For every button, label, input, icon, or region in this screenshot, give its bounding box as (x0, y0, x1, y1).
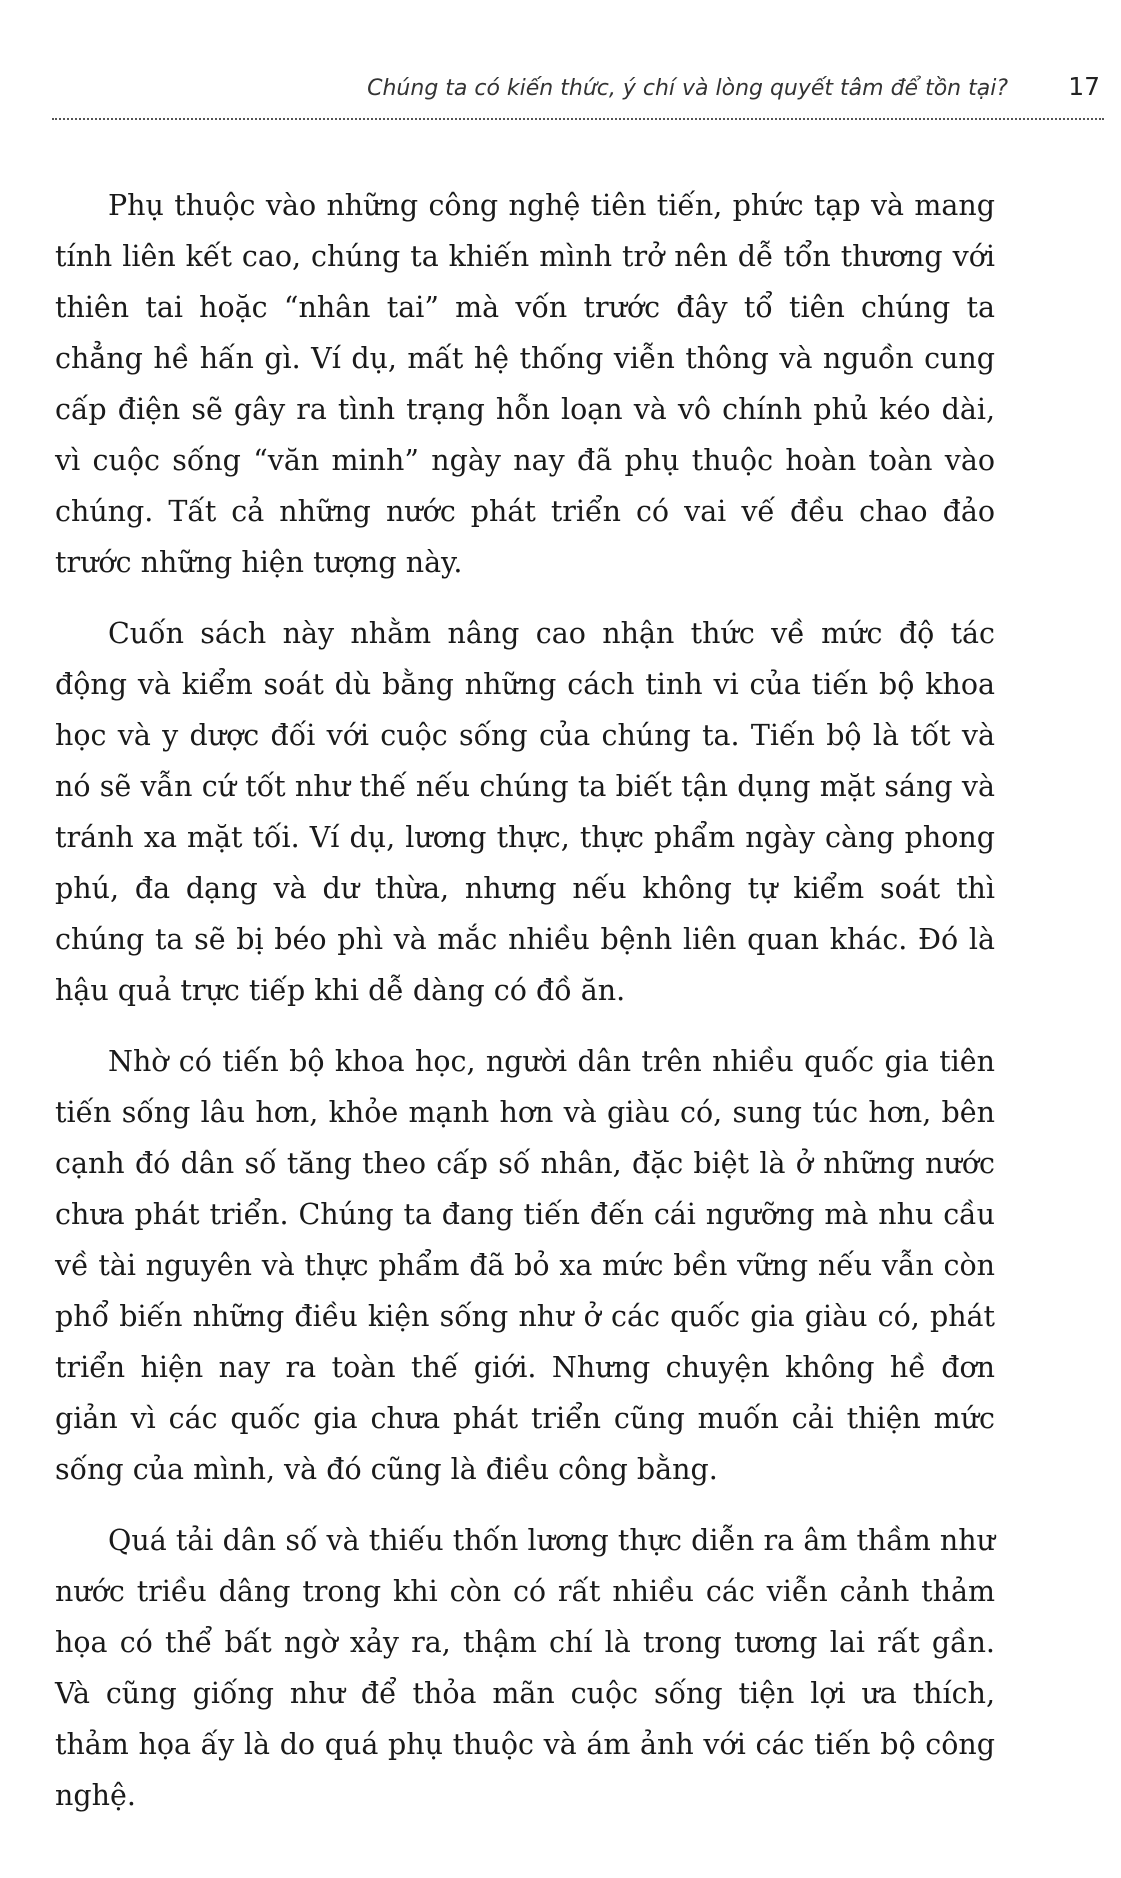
running-header (52, 72, 1104, 120)
paragraph: Cuốn sách này nhằm nâng cao nhận thức về mức độ tác động và kiểm soát dù bằng những cách tinh vi của tiến bộ khoa học và y dược đối với cuộc sống của chúng ta. Tiến bộ là tốt và nó sẽ vẫn cứ tốt như thế nếu chúng ta biết tận dụng mặt sáng và tránh xa mặt tối. Ví dụ, lương thực, thực phẩm ngày càng phong phú, đa dạng và dư thừa, nhưng nếu không tự kiểm soát thì chúng ta sẽ bị béo phì và mắc nhiều bệnh liên quan khác. Đó là hậu quả trực tiếp khi dễ dàng có đồ ăn. (55, 617, 995, 1007)
paragraph: Phụ thuộc vào những công nghệ tiên tiến, phức tạp và mang tính liên kết cao, chúng ta khiến mình trở nên dễ tổn thương với thiên tai hoặc “nhân tai” mà vốn trước đây tổ tiên chúng ta chẳng hề hấn gì. Ví dụ, mất hệ thống viễn thông và nguồn cung cấp điện sẽ gây ra tình trạng hỗn loạn và vô chính phủ kéo dài, vì cuộc sống “văn minh” ngày nay đã phụ thuộc hoàn toàn vào chúng. Tất cả những nước phát triển có vai vế đều chao đảo trước những hiện tượng này. (55, 189, 995, 579)
paragraph: Nhờ có tiến bộ khoa học, người dân trên nhiều quốc gia tiên tiến sống lâu hơn, khỏe mạnh hơn và giàu có, sung túc hơn, bên cạnh đó dân số tăng theo cấp số nhân, đặc biệt là ở những nước chưa phát triển. Chúng ta đang tiến đến cái ngưỡng mà nhu cầu về tài nguyên và thực phẩm đã bỏ xa mức bền vững nếu vẫn còn phổ biến những điều kiện sống như ở các quốc gia giàu có, phát triển hiện nay ra toàn thế giới. Nhưng chuyện không hề đơn giản vì các quốc gia chưa phát triển cũng muốn cải thiện mức sống của mình, và đó cũng là điều công bằng. (55, 1045, 995, 1486)
page-number: 17 (1068, 72, 1100, 101)
body-text (55, 180, 995, 1841)
paragraph: Quá tải dân số và thiếu thốn lương thực diễn ra âm thầm như nước triều dâng trong khi còn có rất nhiều các viễn cảnh thảm họa có thể bất ngờ xảy ra, thậm chí là trong tương lai rất gần. Và cũng giống như để thỏa mãn cuộc sống tiện lợi ưa thích, thảm họa ấy là do quá phụ thuộc và ám ảnh với các tiến bộ công nghệ. (55, 1524, 995, 1812)
chapter-title: Chúng ta có kiến thức, ý chí và lòng quyết tâm để tồn tại? (367, 76, 1008, 101)
